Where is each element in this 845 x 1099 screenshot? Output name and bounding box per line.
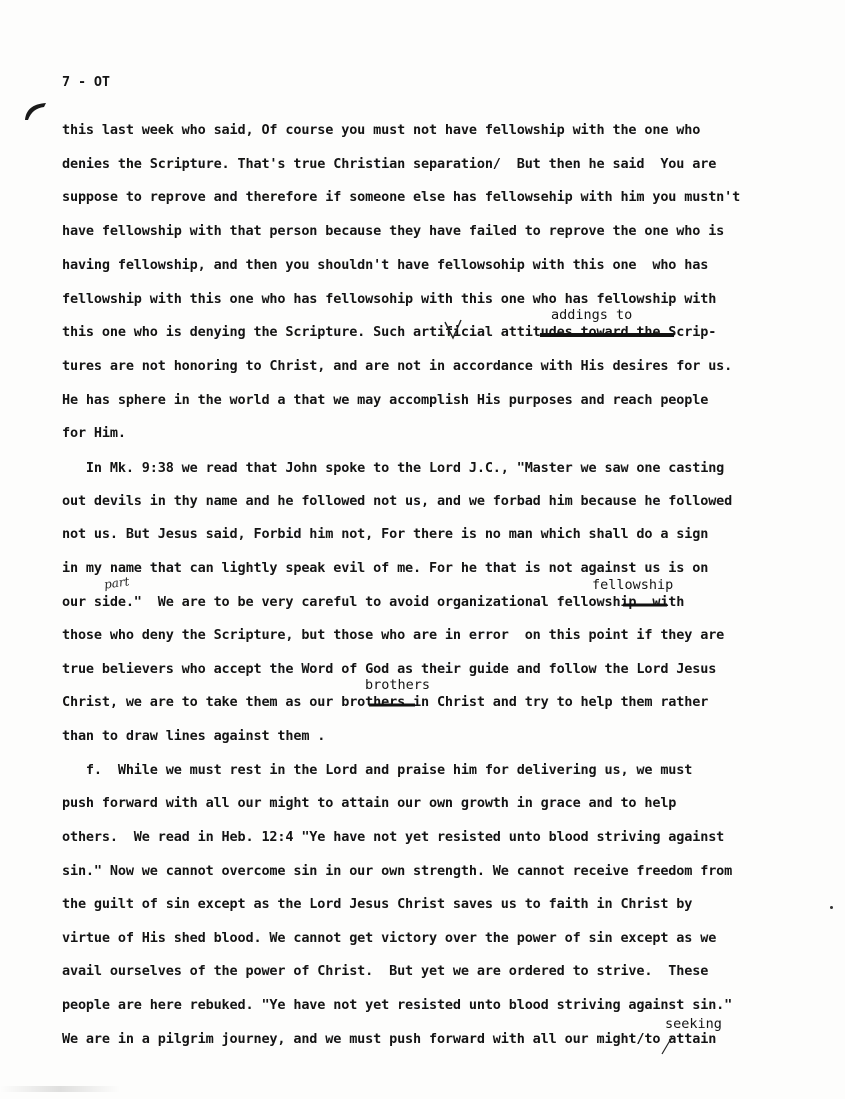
text-line: denies the Scripture. That's true Christian separation/ But then he said You are — [62, 156, 717, 172]
strikeout-fellowship — [621, 600, 671, 610]
text-line: this last week who said, Of course you must not have fellowship with the one who — [62, 122, 701, 138]
handwritten-note-part: part — [103, 574, 131, 592]
text-line: We are in a pilgrim journey, and we must push forward with all our might/to attain — [62, 1031, 717, 1047]
text-line: for Him. — [62, 425, 126, 441]
text-line: out devils in thy name and he followed not us, and we forbad him because he followed — [62, 493, 733, 509]
text-line: having fellowship, and then you shouldn't have fellowsohip with this one who has — [62, 257, 709, 273]
margin-corner-mark — [22, 100, 48, 122]
text-line: In Mk. 9:38 we read that John spoke to the Lord J.C., "Master we saw one casting — [62, 460, 725, 476]
strikeout-brothers — [367, 700, 419, 710]
text-line: sin." Now we cannot overcome sin in our own strength. We cannot receive freedom from — [62, 863, 733, 879]
text-line: those who deny the Scripture, but those who are in error on this point if they are — [62, 627, 725, 643]
text-line: this one who is denying the Scripture. Such artificial attitudes toward the Scrip- — [62, 324, 717, 340]
text-line: virtue of His shed blood. We cannot get victory over the power of sin except as we — [62, 930, 717, 946]
text-line: He has sphere in the world a that we may accomplish His purposes and reach people — [62, 392, 709, 408]
insertion-brothers: brothers — [365, 677, 431, 693]
text-line: true believers who accept the Word of God as their guide and follow the Lord Jesus — [62, 661, 717, 677]
text-line: push forward with all our might to attain our own growth in grace and to help — [62, 795, 677, 811]
insertion-seeking: seeking — [665, 1016, 722, 1032]
text-line: than to draw lines against them . — [62, 728, 326, 744]
text-line: fellowship with this one who has fellowsohip with this one who has fellowship with — [62, 291, 717, 307]
strikeout-attitudes-toward — [538, 330, 678, 340]
page-label: 7 - OT — [62, 74, 110, 90]
text-line: have fellowship with that person because they have failed to reprove the one who is — [62, 223, 725, 239]
text-line: others. We read in Heb. 12:4 "Ye have not yet resisted unto blood striving against — [62, 829, 725, 845]
text-line: avail ourselves of the power of Christ. But yet we are ordered to strive. These — [62, 963, 709, 979]
text-line: not us. But Jesus said, Forbid him not, For there is no man which shall do a sign — [62, 526, 709, 542]
text-line: suppose to reprove and therefore if someone else has fellowsehip with him you mustn't — [62, 189, 741, 205]
text-line: the guilt of sin except as the Lord Jesus Christ saves us to faith in Christ by — [62, 896, 693, 912]
caret-mark — [443, 318, 463, 342]
scan-smudge — [0, 1086, 120, 1092]
text-line: in my name that can lightly speak evil of me. For he that is not against us is on — [62, 560, 709, 576]
text-line: our side." We are to be very careful to avoid organizational fellowship with — [62, 594, 685, 610]
slash-mark — [660, 1036, 674, 1056]
text-line: Christ, we are to take them as our brothers in Christ and try to help them rather — [62, 694, 709, 710]
text-line: f. While we must rest in the Lord and praise him for delivering us, we must — [62, 762, 693, 778]
text-line: people are here rebuked. "Ye have not yet resisted unto blood striving against sin." — [62, 997, 733, 1013]
insertion-addings-to: addings to — [551, 307, 633, 323]
ink-speck — [830, 906, 833, 909]
insertion-fellowship: fellowship — [592, 577, 674, 593]
text-line: tures are not honoring to Christ, and are not in accordance with His desires for us. — [62, 358, 733, 374]
